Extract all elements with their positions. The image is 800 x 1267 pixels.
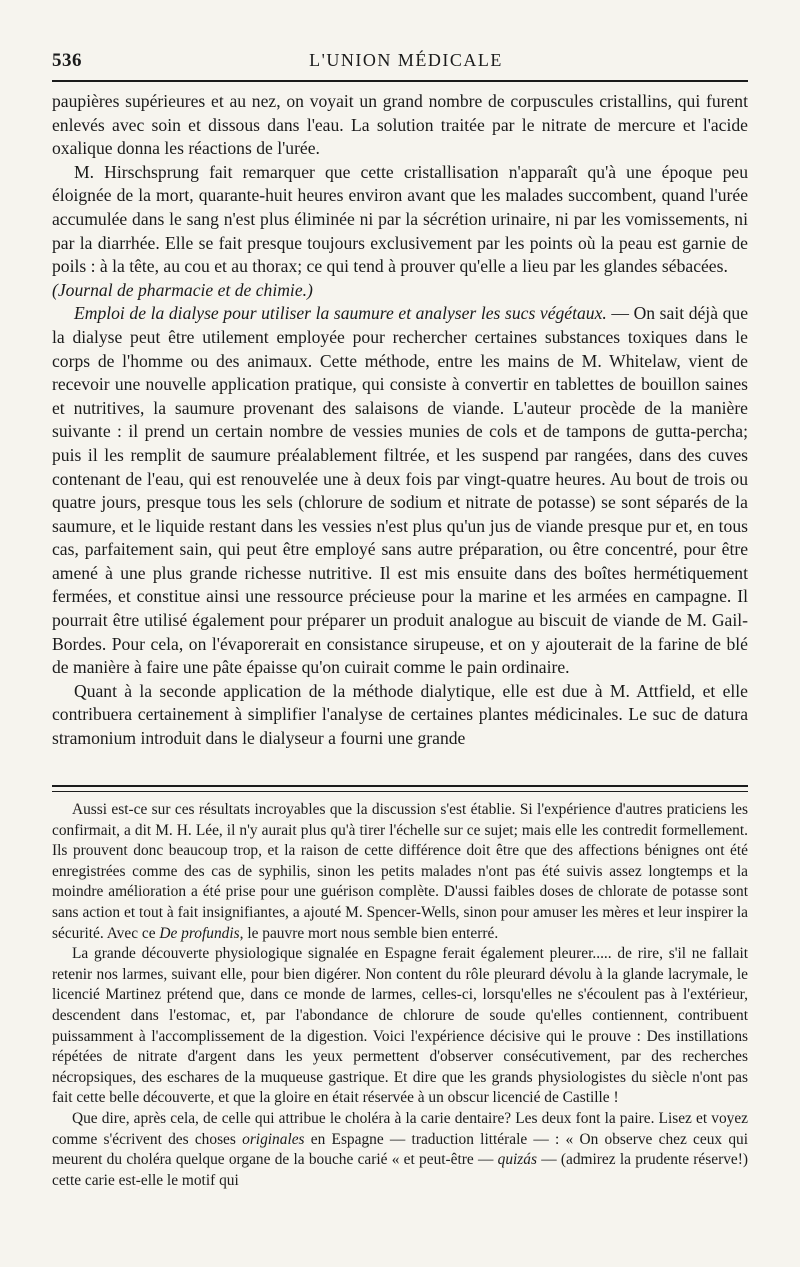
feuilleton-de-profundis: De profundis <box>159 924 240 942</box>
section-title-dialysis: Emploi de la dialyse pour utiliser la saumure et analyser les sucs végétaux. <box>74 303 607 324</box>
feuilleton-cholera-text-mid: en Espagne — traduction littérale — : « On observe chez ceux qui meurent du choléra quelque organe de la bouche carié « et peut-être — <box>52 1130 749 1169</box>
feuilleton-paragraph-lee <box>52 800 748 944</box>
feuilleton-text <box>52 800 748 1191</box>
feuilleton-lee-text: Aussi est-ce sur ces résultats incroyables que la discussion s'est établie. Si l'expérience d'autres praticiens les confirmait, a dit M. H. Lée, il n'y aurait plus qu'à tirer l'échelle sur ce sujet; mais elle les contredit formellement. Ils prouvent donc beaucoup trop, et la raison de cette différence doit être que des affections bénignes ont été enregistrées comme des cas de syphilis, sinon les petits malades n'ont pas été suivis assez longtemps et la moindre amélioration a été prise pour une guérison complète. D'aussi faibles doses de chlorate de potasse sont sans action et tout à fait insignifiantes, a ajouté M. Spencer-Wells, sinon pour amuser les mères et leur inspirer la sécurité. Avec ce <box>52 801 748 942</box>
journal-title: L'UNION MÉDICALE <box>309 50 503 70</box>
paragraph-attfield: Quant à la seconde application de la méthode dialytique, elle est due à M. Attfield, et elle contribuera certainement à simplifier l'analyse de certaines plantes médicinales. Le suc de datura stramonium introduit dans le dialyseur a fourni une grande <box>52 680 748 749</box>
feuilleton-cholera-text: Que dire, après cela, de celle qui attribue le choléra à la carie dentaire? Les deux font la paire. Lisez et voyez comme s'écrivent des choses <box>52 1109 748 1148</box>
main-text <box>52 90 748 751</box>
feuilleton-rule-thick <box>52 785 748 787</box>
source-citation: (Journal de pharmacie et de chimie.) <box>52 279 313 300</box>
feuilleton-lee-text-end: , le pauvre mort nous semble bien enterré. <box>239 924 499 942</box>
header-rule <box>52 80 748 82</box>
feuilleton-quizas: quizás <box>497 1151 537 1169</box>
feuilleton-paragraph-martinez: La grande découverte physiologique signalée en Espagne ferait également pleurer..... de rire, s'il ne fallait retenir nos larmes, suivant elle, pour bien digérer. Non content du rôle pleurard dévolu à la glande lacrymale, le licencié Martinez prétend que, dans ce monde de larmes, celles-ci, lorsqu'elles ne s'écoulent pas à l'extérieur, descendent dans l'estomac, et, par l'abondance de chlorure de soude qu'elles contiennent, contribuent puissamment à l'accomplissement de la digestion. Voici l'expérience décisive qui le prouve : Des instillations répétées de nitrate d'argent dans les yeux permettent d'observer consécutivement, par des recherches nécropsiques, des eschares de la muqueuse gastrique. Et dire que les grands physiologistes du siècle n'ont pas fait cette belle découverte, et que la gloire en était réservée à un obscur licencié de Castille ! <box>52 945 748 1107</box>
paragraph-urea-crystals: paupières supérieures et au nez, on voyait un grand nombre de corpuscules cristallins, qui furent enlevés avec soin et dissous dans l'eau. La solution traitée par le nitrate de mercure et l'acide oxalique donna les réactions de l'urée. <box>52 91 748 159</box>
feuilleton-cholera-text-end: — (admirez la prudente réserve!) cette carie est-elle le motif qui <box>52 1151 748 1189</box>
feuilleton-rule-thin <box>52 791 748 792</box>
paragraph-dialysis <box>52 302 748 680</box>
running-header <box>52 44 760 76</box>
feuilleton-originales: originales <box>242 1130 305 1148</box>
paragraph-dialysis-text: — On sait déjà que la dialyse peut être utilement employée pour rechercher certaines substances toxiques dans le corps de l'homme ou des animaux. Cette méthode, entre les mains de M. Whitelaw, vient de recevoir une nouvelle application pratique, qui consiste à convertir en tablettes de bouillon saines et nutritives, la saumure provenant des salaisons de viande. L'auteur procède de la manière suivante : il prend un certain nombre de vessies munies de cols et de tampons de gutta-percha; puis il les remplit de saumure préalablement filtrée, et les suspend par rangées, dans des cuves contenant de l'eau, qui est renouvelée une à deux fois par vingt-quatre heures. Au bout de trois ou quatre jours, presque tous les sels (chlorure de sodium et nitrate de potasse) se sont séparés de la saumure, et le liquide restant dans les vessies n'est plus qu'un jus de viande presque pur et, en tous cas, parfaitement sain, qui peut être employé sans autre préparation, ou être concentré, pour être amené à une plus grande richesse nutritive. Il est mis ensuite dans des boîtes hermétiquement fermées, et constitue ainsi une ressource précieuse pour la marine et les armées en campagne. Il pourrait être utilisé également pour préparer un produit analogue au biscuit de viande de M. Gail-Bordes. Pour cela, on l'évaporerait en consistance sirupeuse, et on y ajouterait de la farine de blé de manière à faire une pâte épaisse qu'on cuirait comme le pain ordinaire. <box>52 303 748 678</box>
paragraph-hirschsprung <box>52 161 748 279</box>
feuilleton-paragraph-cholera <box>52 1109 748 1191</box>
page-number: 536 <box>52 50 82 71</box>
paragraph-hirschsprung-text: M. Hirschsprung fait remarquer que cette cristallisation n'apparaît qu'à une époque peu éloignée de la mort, quarante-huit heures environ avant que les malades succombent, quand l'urée accumulée dans le sang n'est plus éliminée ni par la sécrétion urinaire, ni par les vomissements, ni par la diarrhée. Elle se fait presque toujours exclusivement par les points où la peau est garnie de poils : à la tête, au cou et au thorax; ce qui tend à prouver qu'elle a lieu par les glandes sébacées. <box>52 161 748 277</box>
